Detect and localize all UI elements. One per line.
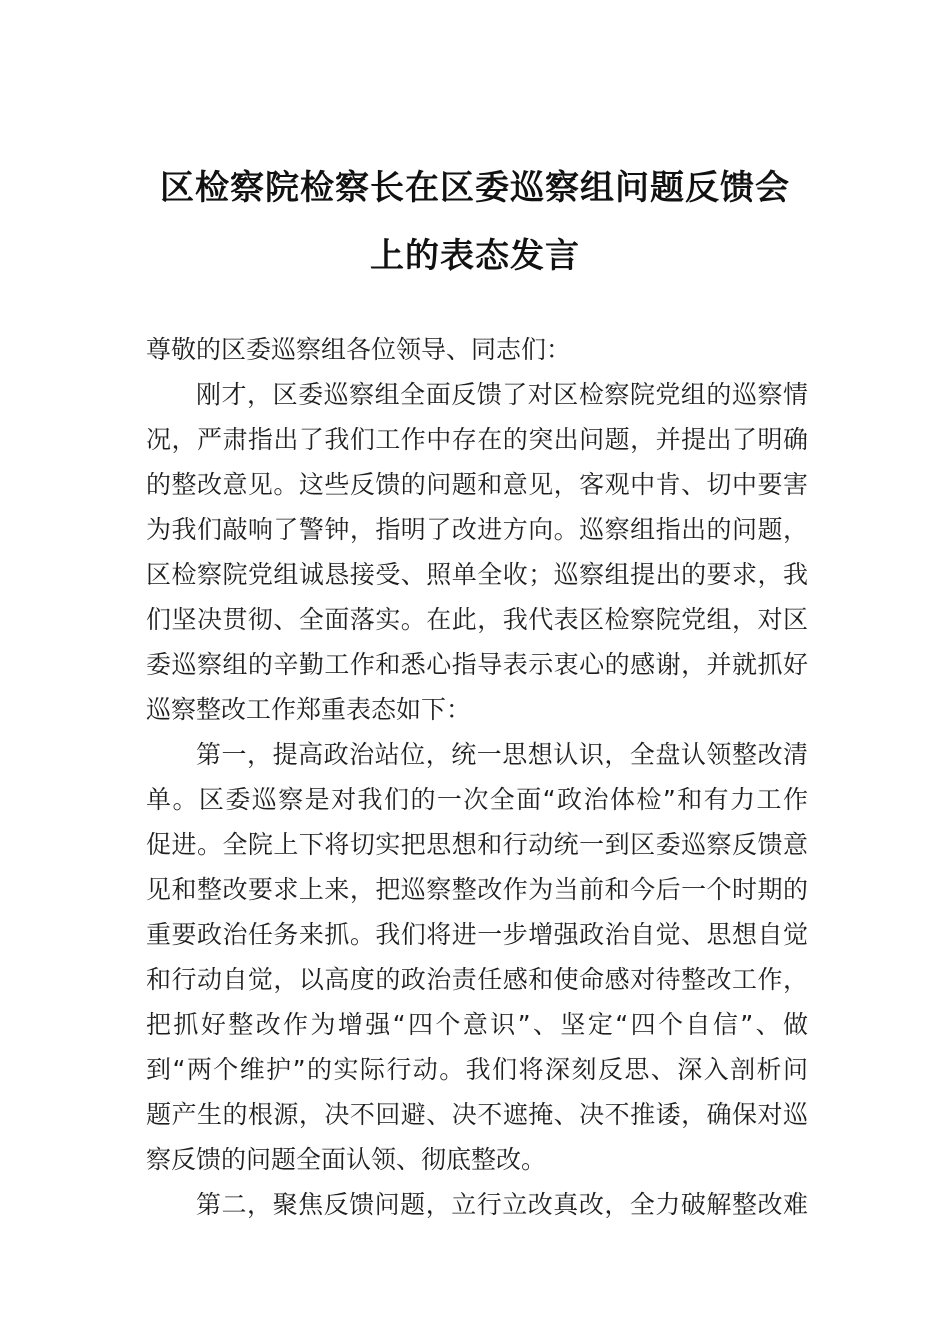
paragraph-2-line: 题产生的根源，决不回避、决不遮掩、决不推诿，确保对巡 [146, 1100, 808, 1129]
paragraph-1-line: 委巡察组的辛勤工作和悉心指导表示衷心的感谢，并就抓好 [146, 650, 808, 679]
paragraph-3-line: 第二，聚焦反馈问题，立行立改真改，全力破解整改难 [196, 1190, 808, 1219]
paragraph-1-line: 为我们敲响了警钟，指明了改进方向。巡察组指出的问题， [146, 515, 808, 544]
document-title-line-2: 上的表态发言 [370, 236, 580, 276]
paragraph-2-line: 和行动自觉，以高度的政治责任感和使命感对待整改工作， [146, 965, 808, 994]
paragraph-1-line: 区检察院党组诚恳接受、照单全收；巡察组提出的要求，我 [146, 560, 808, 589]
paragraph-2-line: 把抓好整改作为增强“四个意识”、坚定“四个自信”、做 [146, 1010, 808, 1039]
paragraph-2-line: 到“两个维护”的实际行动。我们将深刻反思、深入剖析问 [146, 1055, 808, 1084]
paragraph-1-line: 巡察整改工作郑重表态如下： [146, 695, 472, 724]
paragraph-1-line: 刚才，区委巡察组全面反馈了对区检察院党组的巡察情 [196, 380, 808, 409]
paragraph-2-line: 单。区委巡察是对我们的一次全面“政治体检”和有力工作 [146, 785, 808, 814]
paragraph-2-line: 察反馈的问题全面认领、彻底整改。 [146, 1145, 547, 1174]
paragraph-1-line: 的整改意见。这些反馈的问题和意见，客观中肯、切中要害 [146, 470, 808, 499]
paragraph-1-line: 况，严肃指出了我们工作中存在的突出问题，并提出了明确 [146, 425, 808, 454]
paragraph-2-line: 重要政治任务来抓。我们将进一步增强政治自觉、思想自觉 [146, 920, 808, 949]
paragraph-1-line: 们坚决贯彻、全面落实。在此，我代表区检察院党组，对区 [146, 605, 808, 634]
paragraph-2-line: 第一，提高政治站位，统一思想认识，全盘认领整改清 [196, 740, 808, 769]
paragraph-2-line: 见和整改要求上来，把巡察整改作为当前和今后一个时期的 [146, 875, 808, 904]
salutation: 尊敬的区委巡察组各位领导、同志们： [146, 335, 572, 364]
paragraph-2-line: 促进。全院上下将切实把思想和行动统一到区委巡察反馈意 [146, 830, 808, 859]
document-title-line-1: 区检察院检察长在区委巡察组问题反馈会 [160, 168, 790, 208]
